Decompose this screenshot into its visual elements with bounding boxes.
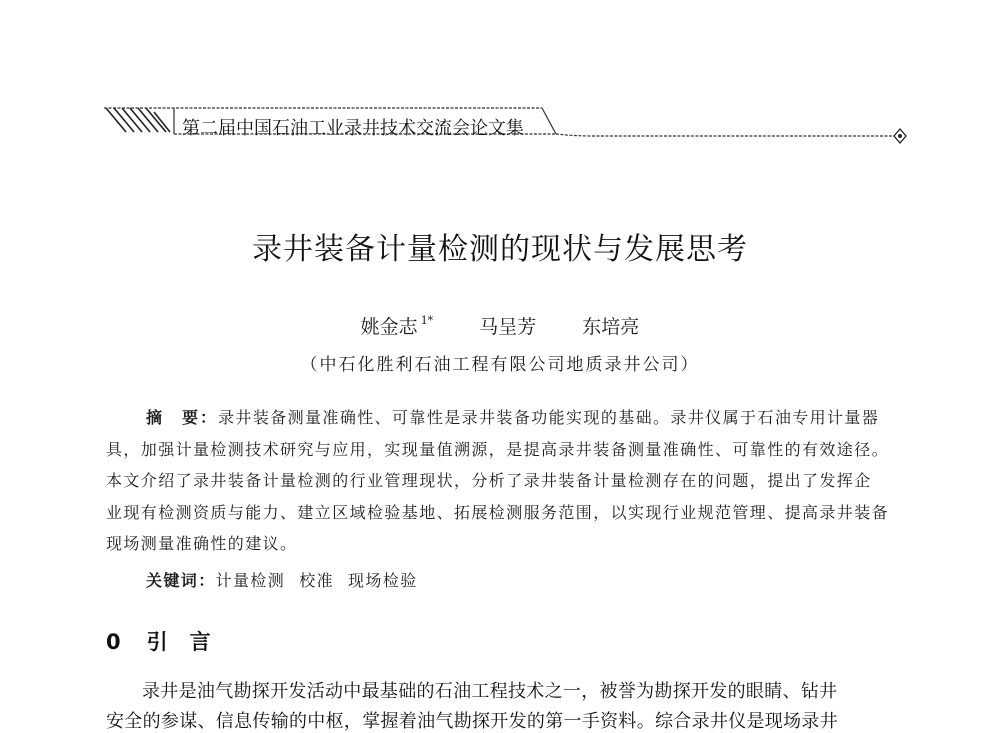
- paper-title: 录井装备计量检测的现状与发展思考: [252, 232, 748, 267]
- keywords: [146, 568, 432, 591]
- keyword-3: 现场检验: [348, 571, 418, 590]
- abstract-line-5: 现场测量准确性的建议。: [106, 534, 298, 553]
- abstract-text-1: 录井装备测量准确性、可靠性是录井装备功能实现的基础。录井仪属于石油专用计量器: [218, 408, 880, 427]
- abstract-label: 摘 要：: [146, 408, 219, 427]
- keyword-2: 校准: [299, 571, 335, 590]
- journal-header-title: 第二届中国石油工业录井技术交流会论文集: [182, 118, 524, 139]
- author-list: [0, 312, 1000, 339]
- section-number: 0: [106, 630, 121, 654]
- keyword-1: 计量检测: [215, 571, 286, 590]
- author-1: [361, 312, 434, 339]
- affiliation: （中石化胜利石油工程有限公司地质录井公司）: [300, 355, 700, 375]
- section-heading: [106, 626, 233, 656]
- body-line-1: 录井是油气勘探开发活动中最基础的石油工程技术之一，被誉为勘探开发的眼睛、钻井: [142, 681, 838, 702]
- author-2-name: 马呈芳: [479, 316, 537, 338]
- abstract-line-3: 本文介绍了录井装备计量检测的行业管理现状，分析了录井装备计量检测存在的问题，提出了发挥企: [106, 471, 872, 490]
- author-3: [582, 312, 639, 339]
- body-paragraph: [106, 676, 906, 707]
- body-line-2: 安全的参谋、信息传输的中枢，掌握着油气勘探开发的第一手资料。综合录井仪是现场录井: [106, 711, 838, 732]
- running-header: [104, 104, 914, 148]
- abstract-line-2: 具，加强计量检测技术研究与应用，实现量值溯源，是提高录井装备测量准确性、可靠性的有效途径。: [106, 439, 890, 459]
- section-title: 引言: [146, 630, 233, 654]
- author-3-name: 东培亮: [582, 316, 640, 338]
- keywords-label: 关键词：: [146, 571, 216, 590]
- author-1-name: 姚金志: [360, 316, 418, 338]
- author-1-mark: 1*: [420, 314, 434, 327]
- author-2: [479, 312, 536, 339]
- abstract: [106, 402, 902, 560]
- abstract-line-1: [106, 402, 902, 434]
- abstract-line-4: 业现有检测资质与能力、建立区域检验基地、拓展检测服务范围，以实现行业规范管理、提高录井装备: [106, 502, 890, 522]
